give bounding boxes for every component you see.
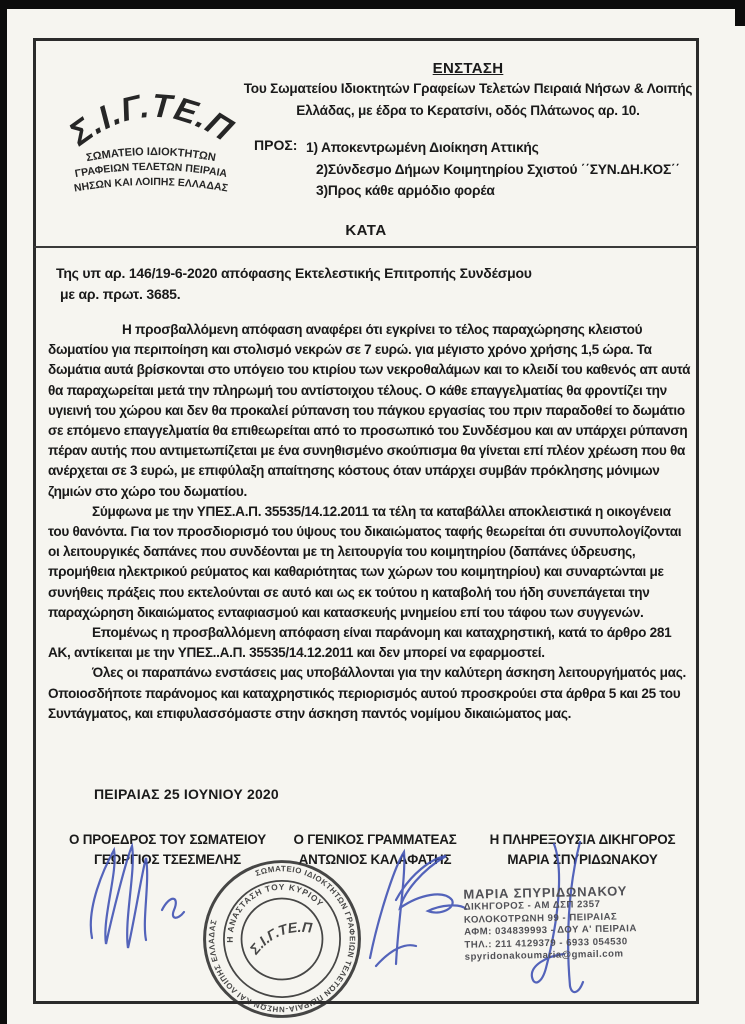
body-paragraph-1: Η προσβαλλόμενη απόφαση αναφέρει ότι εγκρίνει το τέλος παραχώρησης κλειστού δωματίου για περιποίηση και στολισμό νεκρών σε 7 ευρώ. για μέγιστο χρόνο χρήσης 1,5 ώρα. Τα δωμάτια αυτά βρίσκονται στο υπόγειο του κτιρίου των νεκροθαλάμων και το κλειδί του καθενός απ αυτά θα παραχωρείται μετά την πληρωμή του αντίστοιχου τέλους. Ο κάθε επαγγελματίας θα φροντίζει την υγιεινή του χώρου και δεν θα προκαλεί ρύπανση του πάγκου εργασίας του πριν παραδοθεί το δωμάτιο σε επόμενο επαγγελματία θα επιθεωρείται από το προσωπικό του Συνδέσμου και αν υπάρχει ρύπανση πέραν αυτής που αντιμετωπίζεται με ένα συνηθισμένο σκούπισμα θα γίνεται επί πλέον χρέωση που θα ανέρχεται σε 3 ευρώ, με επιφύλαξη απαίτησης κόστους όταν υπάρχει συμβάν πρόκλησης μόνιμων ζημιών στο χώρο του δωματίου.	[48, 322, 691, 499]
scan-edge-left	[0, 0, 7, 1024]
stamp-inner-text: Η ΑΝΑΣΤΑΣΗ ΤΟΥ ΚΥΡΙΟΥ	[224, 881, 326, 943]
signature-president-icon	[78, 838, 198, 973]
lawyer-stamp-phone: ΤΗΛ.: 211 4129379 - 6933 054530	[464, 936, 628, 951]
association-stamp-icon	[194, 851, 370, 1024]
place-date-line: ΠΕΙΡΑΙΑΣ 25 ΙΟΥΝΙΟΥ 2020	[94, 786, 279, 802]
from-line-2: Ελλάδας, με έδρα το Κερατσίνι, οδός Πλάτωνος αρ. 10.	[296, 103, 640, 118]
svg-text:ΝΗΣΩΝ ΚΑΙ ΛΟΙΠΗΣ ΕΛΛΑΔΑΣ	[73, 176, 229, 195]
logo-arc-line-3: ΝΗΣΩΝ ΚΑΙ ΛΟΙΠΗΣ ΕΛΛΑΔΑΣ	[73, 175, 229, 195]
lawyer-stamp-address: ΚΟΛΟΚΟΤΡΩΝΗ 99 - ΠΕΙΡΑΙΑΣ	[463, 911, 618, 926]
pros-label: ΠΡΟΣ:	[254, 137, 298, 153]
signatory-role: Η ΠΛΗΡΕΞΟΥΣΙΑ ΔΙΚΗΓΟΡΟΣ	[489, 832, 676, 847]
association-logo-icon	[44, 74, 259, 209]
signatory-name: ΓΕΩΡΓΙΟΣ ΤΣΕΣΜΕΛΗΣ	[94, 852, 241, 867]
svg-text:Σ.Ι.Γ.ΤΕ.Π	[61, 87, 240, 153]
signatory-name: ΑΝΤΩΝΙΟΣ ΚΑΛΑΦΑΤΗΣ	[298, 852, 452, 867]
svg-text:Σ.Ι.Γ.ΤΕ.Π	[242, 910, 320, 961]
scan-edge-top	[0, 0, 745, 9]
recipient-3: 3)Προς κάθε αρμόδιο φορέα	[316, 183, 495, 198]
body-paragraph-4: Όλες οι παραπάνω ενστάσεις μας υποβάλλονται για την καλύτερη άσκηση λειτουργήματός μας. Οποιοσδήποτε παράνομος και καταχρηστικός περιορισμός αυτού προσκρούει στα άρθρα 5 και 25 του Συντάγματος, και επιφυλασσόμαστε στην άσκηση παντός νομίμου δικαιώματος μας.	[48, 665, 686, 721]
document-title: ΕΝΣΤΑΣΗ	[432, 60, 504, 77]
lawyer-stamp-registry: ΔΙΚΗΓΟΡΟΣ - ΑΜ ΔΣΠ 2357	[463, 898, 601, 913]
logo-arc-line-2: ΓΡΑΦΕΙΩΝ ΤΕΛΕΤΩΝ ΠΕΙΡΑΙΑ	[73, 160, 229, 181]
lawyer-stamp-tax-id: ΑΦΜ: 034839993 - ΔΟΥ Α' ΠΕΙΡΑΙΑ	[464, 923, 637, 938]
lawyer-info-stamp	[463, 881, 725, 964]
signatory-name: ΜΑΡΙΑ ΣΠΥΡΙΔΩΝΑΚΟΥ	[507, 852, 658, 867]
kata-heading: ΚΑΤΑ	[345, 222, 387, 239]
logo-arc-line-1: ΣΩΜΑΤΕΙΟ ΙΔΙΟΚΤΗΤΩΝ	[85, 145, 217, 165]
body-paragraph-3: Επομένως η προσβαλλόμενη απόφαση είναι παράνομη και καταχρηστική, κατά το άρθρο 281 ΑΚ, αντίκειται με την ΥΠΕΣ..Α.Π. 35535/14.12.2011 και δεν μπορεί να εφαρμοστεί.	[48, 625, 672, 661]
document-body	[48, 320, 693, 724]
signatory-role: Ο ΠΡΟΕΔΡΟΣ ΤΟΥ ΣΩΜΑΤΕΙΟΥ	[69, 832, 266, 847]
lawyer-stamp-email: spyridonakoumaria@gmail.com	[464, 948, 624, 964]
signatory-role: Ο ΓΕΝΙΚΟΣ ΓΡΑΜΜΑΤΕΑΣ	[293, 832, 457, 847]
contested-decision	[56, 263, 532, 305]
document-header	[240, 60, 696, 202]
body-paragraph-2: Σύμφωνα με την ΥΠΕΣ.Α.Π. 35535/14.12.2011 τα τέλη τα καταβάλλει αποκλειστικά η οικογένεια του θανόντα. Για τον προσδιορισμό του ύψους του δικαιώματος ταφής θεωρείται ότι συνυπολογίζονται οι λειτουργικές δαπάνες που συνδέονται με τη λειτουργία του κοιμητηρίου (δαπάνες ύδρευσης, προμήθεια ηλεκτρικού ρεύματος και καθαριότητας των χώρων του κοιμητηρίου) και συναρτώνται με συνήθεις πράξεις που εκτελούνται σε αυτό και ως εκ τούτου η καταβολή του ήδη συνεπάγεται την παραχώρηση δικαιώματος ενταφιασμού και κατασκευής μνημείου επί του τάφου των συγγενών.	[48, 503, 682, 620]
stamp-outer-text: ΣΩΜΑΤΕΙΟ ΙΔΙΟΚΤΗΤΩΝ ΓΡΑΦΕΙΩΝ ΤΕΛΕΤΩΝ ΠΕΙΡΑΙΑ-ΝΗΣΩΝ ΚΑΙ ΛΟΙΠΗΣ ΕΛΛΑΔΑΣ	[207, 864, 357, 1014]
lawyer-stamp-name: ΜΑΡΙΑ ΣΠΥΡΙΔΩΝΑΚΟΥ	[463, 883, 628, 902]
contested-decision-line-2: με αρ. πρωτ. 3685.	[60, 286, 181, 302]
scan-edge-corner	[735, 0, 745, 26]
recipient-1: 1) Αποκεντρωμένη Διοίκηση Αττικής	[306, 140, 539, 155]
contested-decision-line-1: Της υπ αρ. 146/19-6-2020 απόφασης Εκτελεστικής Επιτροπής Συνδέσμου	[56, 265, 532, 281]
from-line-1: Του Σωματείου Ιδιοκτητών Γραφείων Τελετών Πειραιά Νήσων & Λοιπής	[243, 81, 693, 96]
recipient-2: 2)Σύνδεσμο Δήμων Κοιμητηρίου Σχιστού ΄΄ΣΥΝ.ΔΗ.ΚΟΣ΄΄	[316, 161, 680, 177]
kata-divider	[34, 246, 698, 248]
stamp-center-acronym: Σ.Ι.Γ.ΤΕ.Π	[246, 918, 313, 958]
recipients-block	[240, 137, 696, 202]
logo-acronym: Σ.Ι.Γ.ΤΕ.Π	[62, 86, 241, 152]
